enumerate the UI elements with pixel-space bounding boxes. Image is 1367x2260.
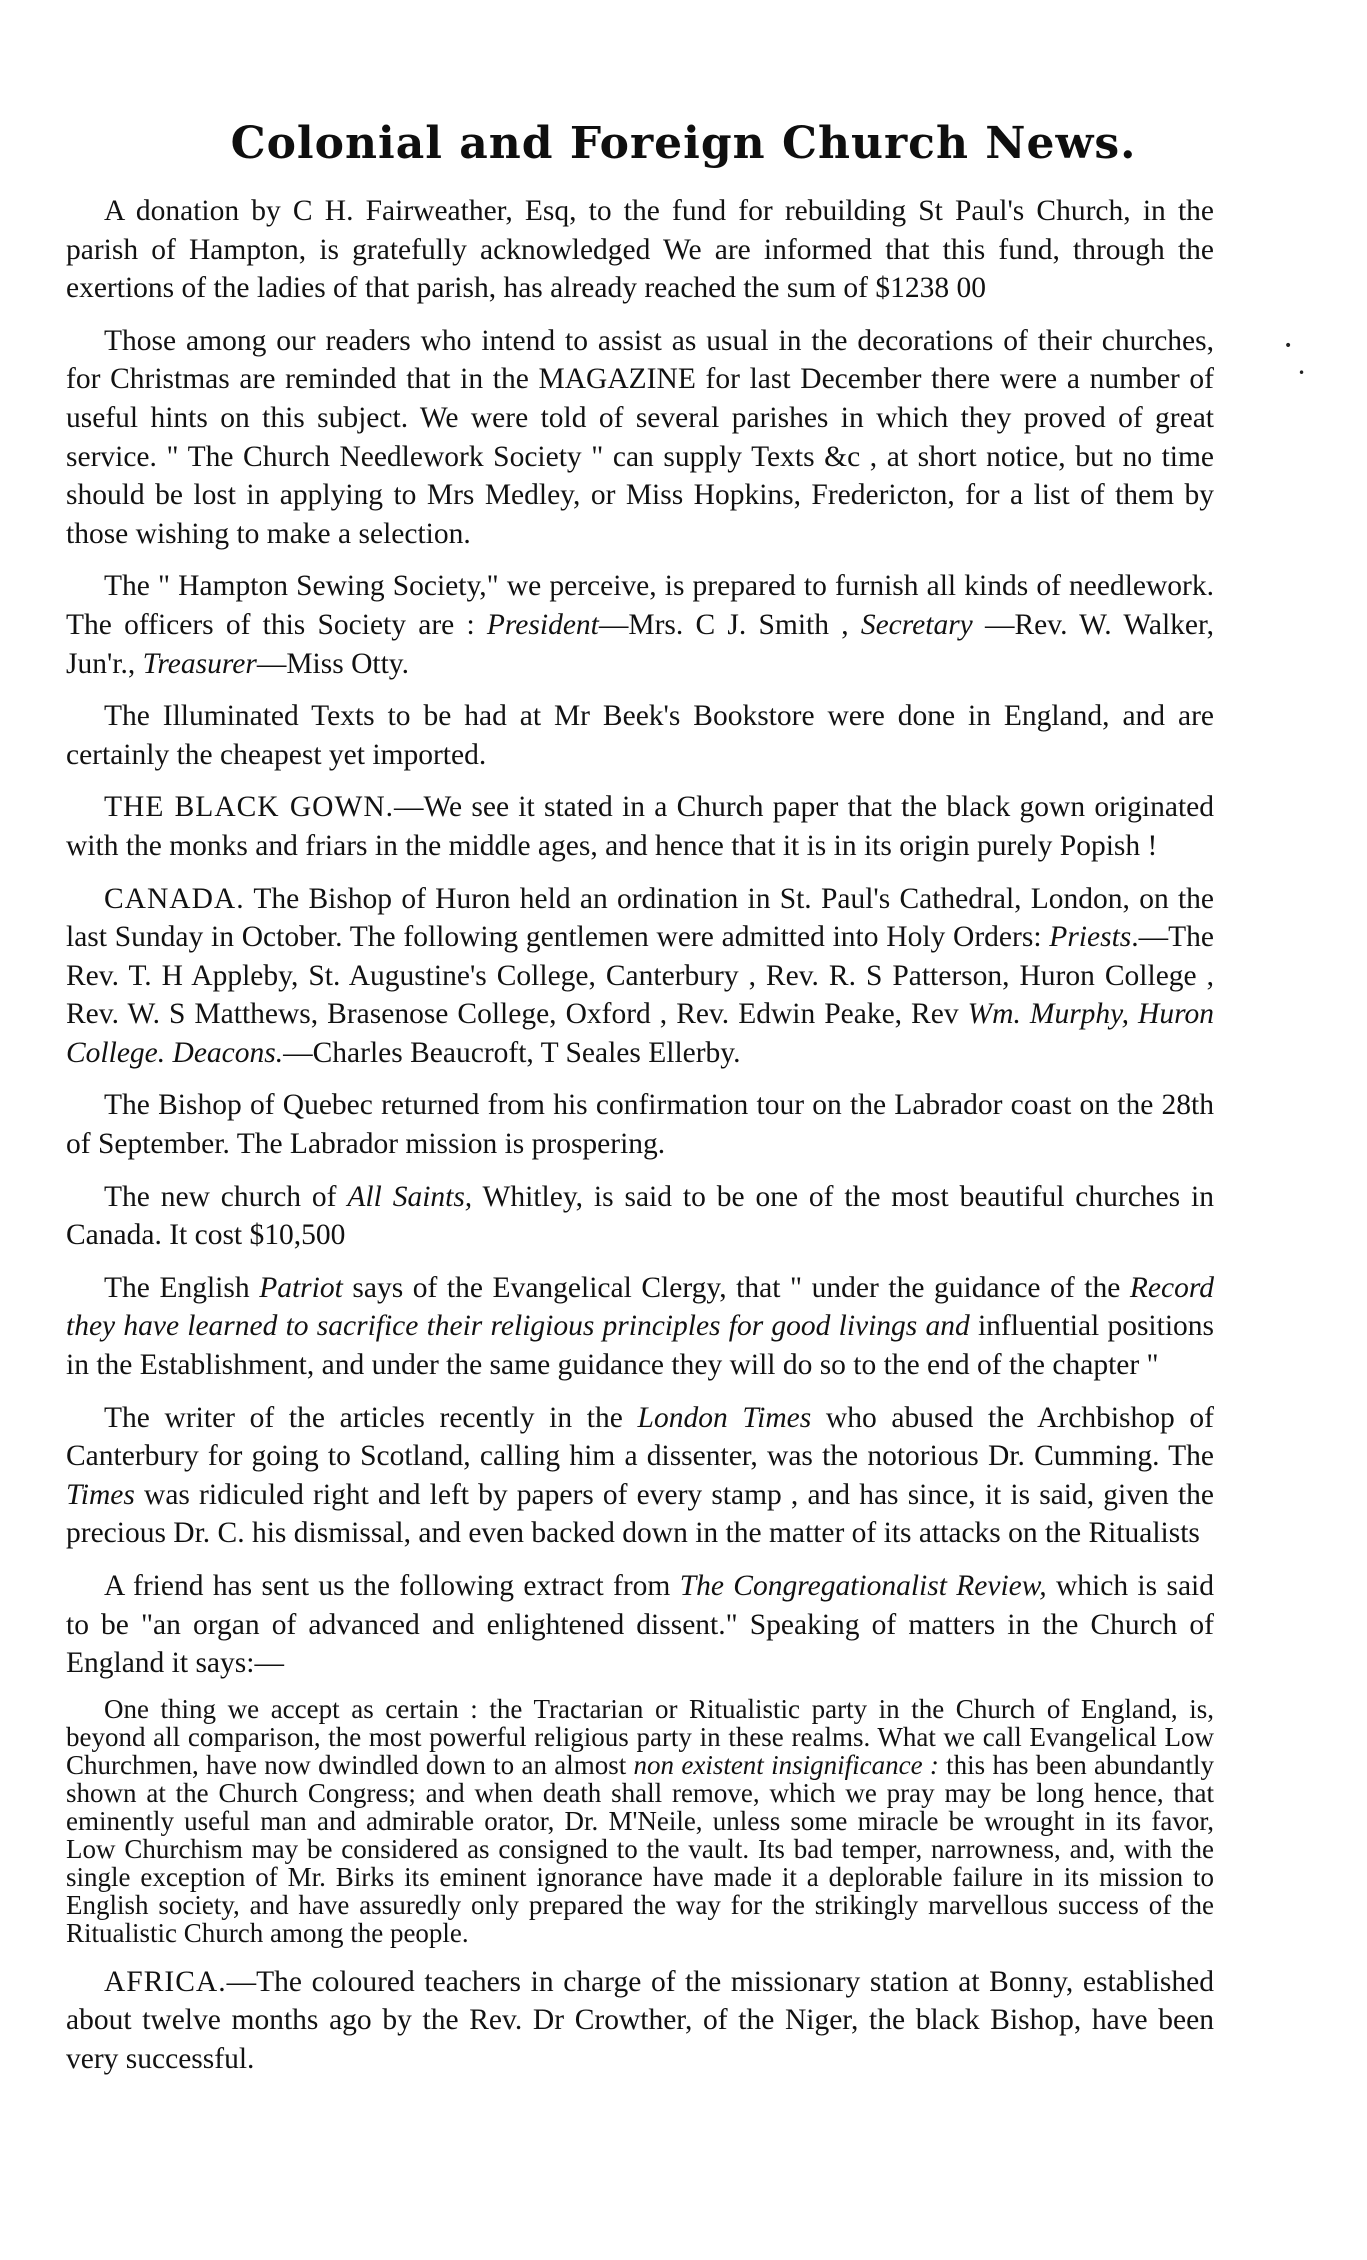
- text-run: —Mrs. C J. Smith ,: [598, 608, 861, 641]
- italic-run: London Times: [637, 1401, 812, 1434]
- text-run: —We see it stated in a Church paper that the black gown originated with the monks and friars in the middle ages, and hence that it is in its origin purely Popish !: [66, 791, 1214, 862]
- text-run: The writer of the articles recently in the: [104, 1401, 638, 1434]
- italic-run: Wm. Murphy, Huron College.: [66, 998, 1214, 1069]
- label-treasurer: Treasurer: [142, 647, 257, 680]
- news-paragraph-sewing-society: [66, 567, 1214, 683]
- label-priests: Priests: [1049, 921, 1132, 954]
- text-run: was ridiculed right and left by papers of every stamp , and has since, it is said, given the precious Dr. C. his dismissal, and even backed down in the matter of its attacks on the Ritualists: [66, 1478, 1214, 1550]
- text-run: One thing we accept as certain : the Tractarian or Ritualistic party in the Church of England, is, beyond all comparison, the most powerful religious party in these realms. What we call Evangelical Low Churchmen, have now dwindled down to an almost: [66, 1693, 1214, 1780]
- italic-run: The Congregationalist Review,: [679, 1570, 1047, 1602]
- news-paragraph-black-gown: [66, 788, 1214, 865]
- italic-run: non existent insignificance :: [633, 1749, 939, 1780]
- news-paragraph-canada: [66, 880, 1214, 1073]
- text-run: A friend has sent us the following extract from: [104, 1570, 680, 1602]
- text-run: —Charles Beaucroft, T Seales Ellerby.: [283, 1036, 741, 1069]
- italic-run: All Saints,: [347, 1180, 473, 1213]
- news-paragraph-congregationalist: [66, 1567, 1214, 1683]
- text-run: who abused the Archbishop of Canterbury for going to Scotland, calling him a dissenter, was the notorious Dr. Cumming. The: [66, 1401, 1214, 1473]
- italic-run: Patriot: [259, 1271, 343, 1304]
- italic-run: Record: [1129, 1271, 1214, 1304]
- news-paragraph-times: [66, 1399, 1214, 1553]
- news-paragraph-all-saints: [66, 1178, 1214, 1255]
- section-lead: THE BLACK GOWN.: [104, 791, 395, 824]
- extract-quote: [66, 1695, 1214, 1947]
- text-run: The new church of: [104, 1180, 348, 1213]
- news-paragraph-patriot: [66, 1269, 1214, 1385]
- italic-run: they have learned to sacrifice their religious principles for good livings and: [66, 1310, 970, 1343]
- text-run: Whitley, is said to be one of the most beautiful churches in Canada. It cost $10,500: [66, 1180, 1214, 1252]
- text-run: The " Hampton Sewing Society," we perceive, is prepared to furnish all kinds of needlework. The officers of this Society are :: [66, 570, 1214, 641]
- section-lead: AFRICA.: [104, 1965, 227, 1998]
- news-paragraph-quebec: The Bishop of Quebec returned from his confirmation tour on the Labrador coast on the 28th of September. The Labrador mission is prospering.: [66, 1089, 1214, 1161]
- text-run: says of the Evangelical Clergy, that " under the guidance of the: [342, 1271, 1130, 1304]
- label-president: President: [486, 608, 599, 641]
- news-paragraph-illuminated-texts: The Illuminated Texts to be had at Mr Beek's Bookstore were done in England, and are certainly the cheapest yet imported.: [66, 700, 1214, 771]
- italic-run: Times: [66, 1478, 135, 1511]
- news-paragraph-decorations: Those among our readers who intend to assist as usual in the decorations of their churches, for Christmas are reminded that in the MAGAZINE for last December there were a number of useful hints on this subject. We were told of several parishes in which they proved of great service. " The Church Needlework Society " can supply Texts &c , at short notice, but no time should be lost in applying to Mrs Medley, or Miss Hopkins, Fredericton, for a list of them by those wishing to make a selection.: [66, 324, 1214, 550]
- news-paragraph-africa: [66, 1963, 1214, 2079]
- news-paragraph-donation: A donation by C H. Fairweather, Esq, to the fund for rebuilding St Paul's Church, in the parish of Hampton, is gratefully acknowledged We are informed that this fund, through the exertions of the ladies of that parish, has already reached the sum of $1238 00: [66, 195, 1214, 305]
- section-lead: CANADA.: [104, 882, 245, 915]
- text-run: —Miss Otty.: [256, 647, 409, 680]
- margin-dot: •: [1298, 366, 1306, 380]
- text-run: which is said to be "an organ of advanced and enlightened dissent." Speaking of matters in the Church of England it says:—: [66, 1570, 1214, 1680]
- text-run: this has been abundantly shown at the Church Congress; and when death shall remove, which we pray may be long hence, that eminently useful man and admirable orator, Dr. M'Neile, unless some miracle be wrought in its favor, Low Churchism may be considered as consigned to the vault. Its bad temper, narrowness, and, with the single exception of Mr. Birks its eminent ignorance have made it a deplorable failure in its mission to English society, and have assuredly only prepared the way for the strikingly marvellous success of the Ritualistic Church among the people.: [66, 1749, 1215, 1948]
- text-run: .—The Rev. T. H Appleby, St. Augustine's College, Canterbury , Rev. R. S Patterson, Huron College , Rev. W. S Matthews, Brasenose College, Oxford , Rev. Edwin Peake, Rev: [66, 921, 1214, 1031]
- article-column: [66, 192, 1214, 2093]
- text-run: influential positions in the Establishment, and under the same guidance they will do so to the end of the chapter ": [66, 1310, 1215, 1382]
- page-heading: Colonial and Foreign Church News.: [230, 118, 1137, 169]
- margin-dot: •: [1284, 338, 1293, 354]
- text-run: —Rev. W. Walker, Jun'r.,: [66, 608, 1215, 680]
- label-secretary: Secretary: [860, 608, 973, 641]
- text-run: The Bishop of Huron held an ordination in St. Paul's Cathedral, London, on the last Sunday in October. The following gentlemen were admitted into Holy Orders:: [66, 882, 1214, 954]
- text-run: —The coloured teachers in charge of the missionary station at Bonny, established about twelve months ago by the Rev. Dr Crowther, of the Niger, the black Bishop, have been very successful.: [66, 1965, 1214, 2075]
- label-deacons: Deacons.: [172, 1036, 284, 1069]
- text-run: The English: [104, 1271, 260, 1304]
